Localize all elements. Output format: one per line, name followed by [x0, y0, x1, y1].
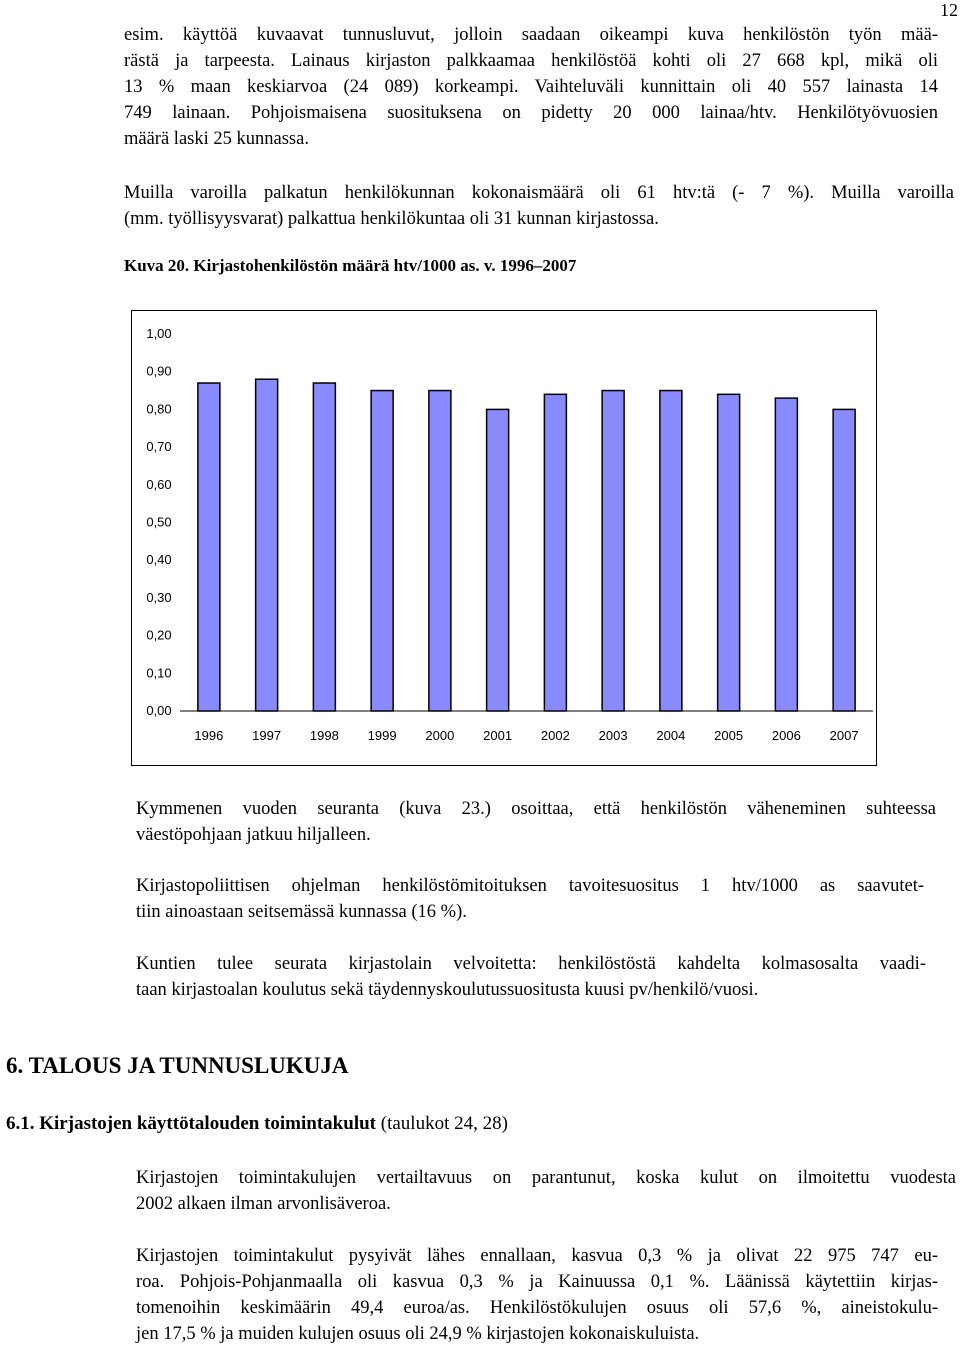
- bar: [775, 398, 797, 711]
- page-number: 12: [940, 0, 958, 20]
- x-tick-label: 2001: [483, 728, 513, 743]
- bar: [429, 391, 451, 711]
- text-line: Kirjastopoliittisen ohjelman henkilöstömitoituksen tavoitesuositus 1 htv/1000 as saavutet-: [136, 876, 924, 896]
- subsection-heading: [6, 1113, 508, 1135]
- text-line: 749 lainaan. Pohjoismaisena suosituksena on pidetty 20 000 lainaa/htv. Henkilötyövuosien: [124, 103, 938, 123]
- text-line: 2002 alkaen ilman arvonlisäveroa.: [136, 1194, 391, 1214]
- text-line: määrä laski 25 kunnassa.: [124, 129, 309, 149]
- y-tick-label: 1,00: [146, 326, 172, 341]
- text-line: Muilla varoilla palkatun henkilökunnan kokonaismäärä oli 61 htv:tä (- 7 %). Muilla varoilla: [124, 183, 954, 203]
- text-line: Kuntien tulee seurata kirjastolain velvoitetta: henkilöstöstä kahdelta kolmasosalta vaadi-: [136, 954, 926, 974]
- x-tick-label: 1997: [252, 728, 282, 743]
- x-tick-label: 1999: [367, 728, 397, 743]
- x-tick-label: 2004: [656, 728, 686, 743]
- intro-paragraph: [124, 22, 938, 152]
- x-tick-label: 2007: [829, 728, 859, 743]
- bar: [602, 391, 624, 711]
- bar: [198, 383, 220, 711]
- y-tick-label: 0,70: [146, 439, 172, 455]
- x-tick-label: 2000: [425, 728, 455, 743]
- bar: [833, 409, 855, 711]
- x-tick-label: 2002: [540, 728, 570, 743]
- subsection-heading-ref: (taulukot 24, 28): [376, 1113, 508, 1134]
- paragraph-comparability: [136, 1165, 956, 1217]
- text-line: tomenoihin keskimäärin 49,4 euroa/as. Henkilöstökulujen osuus oli 57,6 %, aineistokulu-: [136, 1298, 938, 1318]
- figure-caption: Kuva 20. Kirjastohenkilöstön määrä htv/1000 as. v. 1996–2007: [124, 256, 577, 275]
- text-line: Kymmenen vuoden seuranta (kuva 23.) osoittaa, että henkilöstön väheneminen suhteessa: [136, 799, 936, 819]
- text-line: rästä ja tarpeesta. Lainaus kirjaston palkkaamaa henkilöstöä kohti oli 27 668 kpl, mikä oli: [124, 51, 938, 71]
- y-tick-label: 0,90: [146, 363, 172, 379]
- text-line: tiin ainoastaan seitsemässä kunnassa (16 %).: [136, 902, 467, 922]
- x-tick-label: 1996: [194, 728, 224, 743]
- y-tick-label: 0,20: [146, 627, 172, 643]
- y-tick-label: 0,10: [146, 665, 172, 681]
- text-line: (mm. työllisyysvarat) palkattua henkilökuntaa oli 31 kunnan kirjastossa.: [124, 209, 659, 229]
- paragraph-followup: [136, 796, 936, 848]
- text-line: taan kirjastoalan koulutus sekä täydennyskoulutussuositusta kuusi pv/henkilö/vuosi.: [136, 980, 759, 1000]
- bar-chart: [131, 310, 877, 766]
- y-tick-label: 0,00: [146, 703, 172, 718]
- bar: [544, 394, 566, 711]
- text-line: roa. Pohjois-Pohjanmaalla oli kasvua 0,3 % ja Kainuussa 0,1 %. Läänissä käytettiin kirjas-: [136, 1272, 938, 1292]
- bar: [371, 391, 393, 711]
- x-tick-label: 2003: [598, 728, 628, 743]
- bar: [718, 394, 740, 711]
- text-line: väestöpohjaan jatkuu hiljalleen.: [136, 825, 371, 845]
- text-line: Kirjastojen toimintakulut pysyivät lähes ennallaan, kasvua 0,3 % ja olivat 22 975 747 eu-: [136, 1246, 938, 1266]
- y-tick-label: 0,50: [146, 514, 172, 530]
- paragraph-requirement: [136, 951, 926, 1003]
- y-tick-label: 0,30: [146, 589, 172, 605]
- subsection-heading-bold: 6.1. Kirjastojen käyttötalouden toimintakulut: [6, 1113, 376, 1134]
- paragraph-costs: [136, 1243, 938, 1347]
- text-line: jen 17,5 % ja muiden kulujen osuus oli 24,9 % kirjastojen kokonaiskuluista.: [136, 1324, 700, 1344]
- text-line: esim. käyttöä kuvaavat tunnusluvut, jolloin saadaan oikeampi kuva henkilöstön työn mää-: [124, 25, 938, 45]
- y-tick-label: 0,80: [146, 401, 172, 417]
- x-tick-label: 1998: [309, 728, 339, 743]
- bar: [487, 409, 509, 711]
- y-tick-label: 0,40: [146, 552, 172, 568]
- x-tick-label: 2005: [714, 728, 744, 743]
- section-heading: 6. TALOUS JA TUNNUSLUKUJA: [6, 1053, 349, 1078]
- text-line: Kirjastojen toimintakulujen vertailtavuus on parantunut, koska kulut on ilmoitettu vuodesta: [136, 1168, 956, 1188]
- y-tick-label: 0,60: [146, 476, 172, 492]
- bar: [313, 383, 335, 711]
- bar: [256, 379, 278, 711]
- x-tick-label: 2006: [771, 728, 801, 743]
- other-funds-paragraph: [124, 180, 954, 232]
- bar: [660, 391, 682, 711]
- text-line: 13 % maan keskiarvoa (24 089) korkeampi. Vaihteluväli kunnittain oli 40 557 lainasta 14: [124, 77, 938, 97]
- paragraph-target: [136, 873, 924, 925]
